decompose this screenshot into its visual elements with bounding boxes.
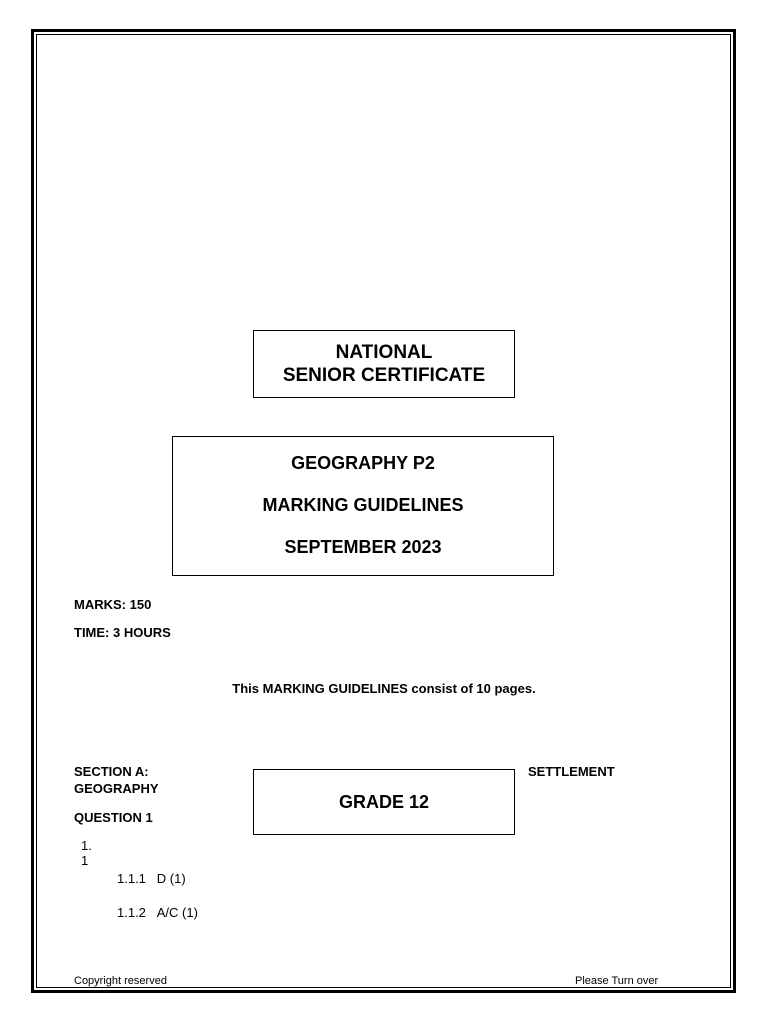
footer-turn-over: Please Turn over — [575, 975, 659, 987]
answer-1-1-2 — [117, 905, 198, 921]
certificate-title-line2: SENIOR CERTIFICATE — [282, 365, 486, 386]
subject-box — [172, 436, 554, 576]
answer-value: A/C (1) — [156, 905, 198, 920]
certificate-title-box — [253, 330, 515, 398]
answer-value: D (1) — [156, 871, 186, 886]
answer-number: 1.1.1 — [117, 871, 146, 886]
page-count-note: This MARKING GUIDELINES consist of 10 pages. — [232, 681, 536, 696]
grade-box — [253, 769, 515, 835]
section-label-geography: GEOGRAPHY — [74, 781, 159, 796]
section-settlement: SETTLEMENT — [528, 764, 615, 779]
exam-date: SEPTEMBER 2023 — [284, 537, 442, 557]
footer-copyright: Copyright reserved — [74, 975, 167, 987]
answer-1-1-1 — [117, 871, 186, 887]
time-label: TIME: 3 HOURS — [74, 625, 171, 640]
certificate-title-line1: NATIONAL — [335, 342, 433, 363]
grade-label: GRADE 12 — [338, 791, 430, 812]
question-heading: QUESTION 1 — [74, 810, 153, 825]
question-number-part2: 1 — [81, 853, 89, 868]
document-type: MARKING GUIDELINES — [262, 495, 464, 515]
question-number-part1: 1. — [81, 838, 92, 853]
answer-number: 1.1.2 — [117, 905, 146, 920]
subject-title: GEOGRAPHY P2 — [291, 453, 435, 473]
marks-label: MARKS: 150 — [74, 597, 152, 612]
section-label: SECTION A: — [74, 764, 149, 779]
